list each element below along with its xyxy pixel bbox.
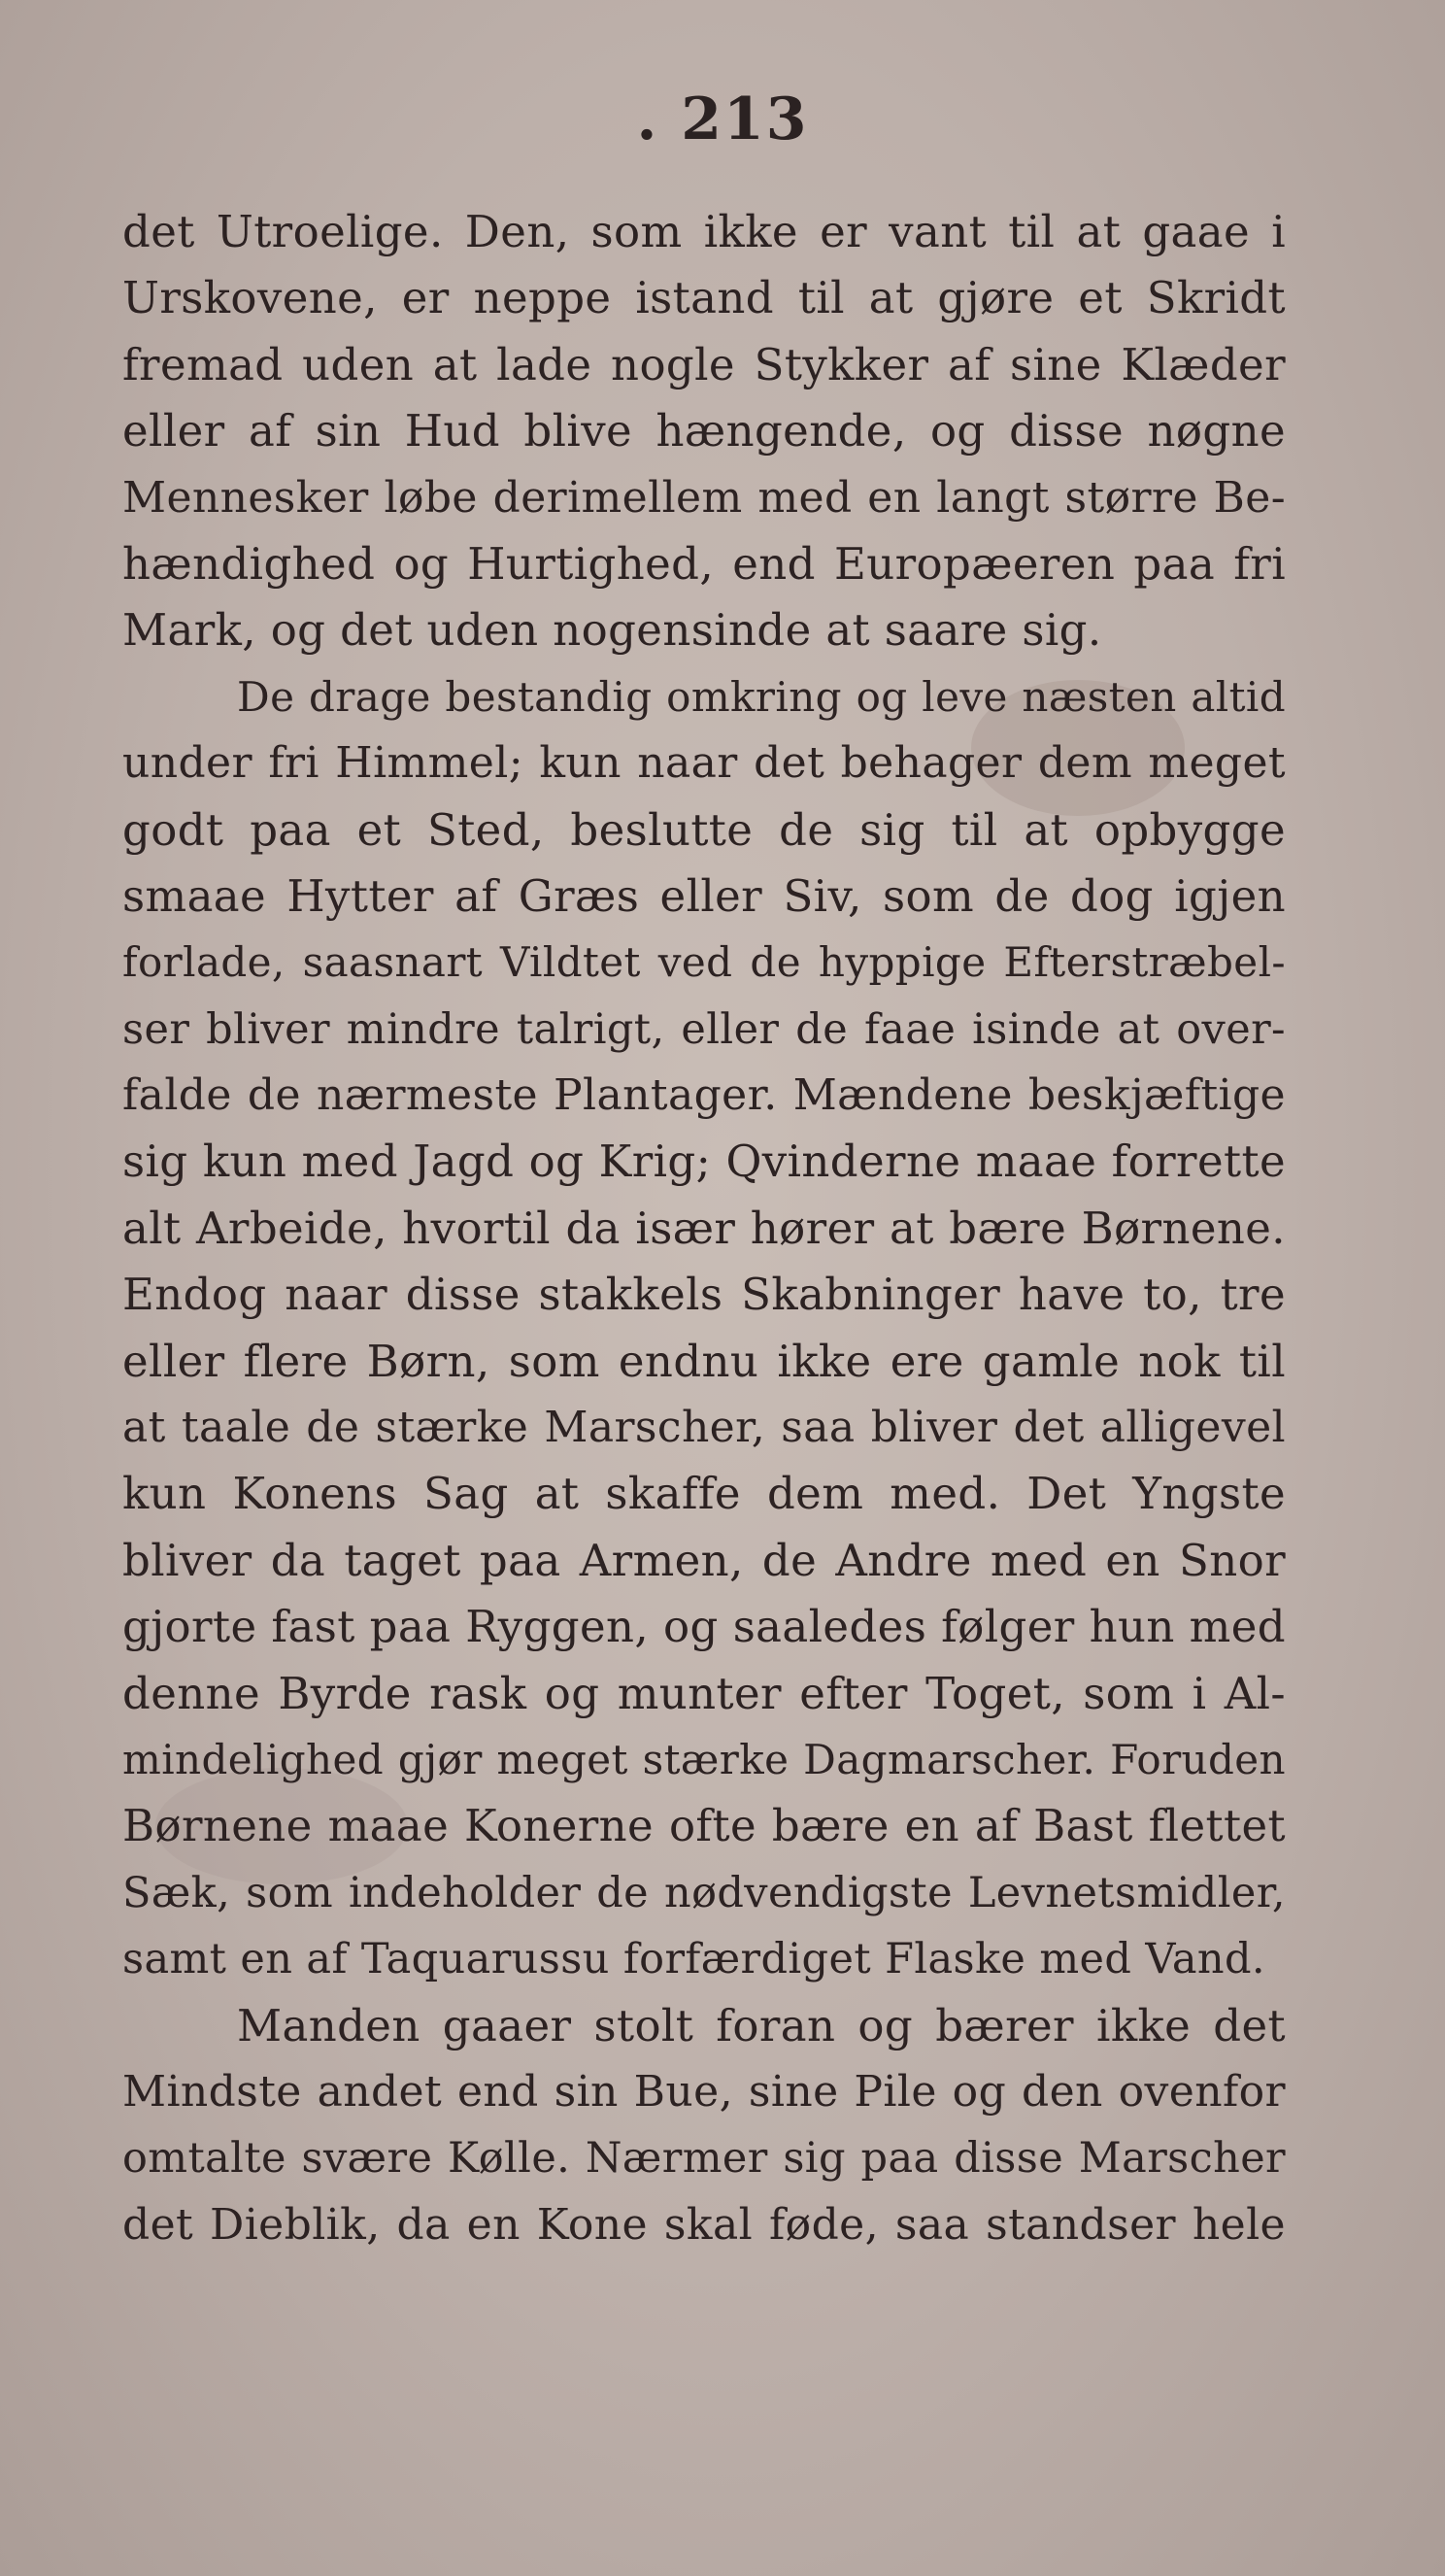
text-line: Børnene maae Konerne ofte bære en af Bast flettet xyxy=(122,1800,1286,1852)
page-number: . 213 xyxy=(636,85,809,153)
text-line: gjorte fast paa Ryggen, og saaledes følger hun med xyxy=(122,1601,1286,1653)
text-line: at taale de stærke Marscher, saa bliver det alligevel xyxy=(122,1403,1286,1453)
text-line: forlade, saasnart Vildtet ved de hyppige Efterstræbel- xyxy=(122,938,1286,987)
text-line: godt paa et Sted, beslutte de sig til at opbygge xyxy=(122,803,1286,856)
text-line: Sæk, som indeholder de nødvendigste Levnetsmidler, xyxy=(122,1868,1286,1917)
text-line: Manden gaaer stolt foran og bærer ikke det xyxy=(237,1999,1286,2051)
body-text xyxy=(122,199,1286,2258)
text-line: Endog naar disse stakkels Skabninger have to, tre xyxy=(122,1269,1286,1321)
text-line: Mark, og det uden nogensinde at saare sig. xyxy=(122,604,1102,657)
text-line: mindelighed gjør meget stærke Dagmarscher. Foruden xyxy=(122,1735,1286,1783)
text-line: det Utroelige. Den, som ikke er vant til at gaae i xyxy=(122,206,1286,257)
text-line: eller af sin Hud blive hængende, og disse nøgne xyxy=(122,405,1286,458)
text-line: denne Byrde rask og munter efter Toget, som i Al- xyxy=(122,1667,1286,1719)
text-line: omtalte svære Kølle. Nærmer sig paa disse Marscher xyxy=(122,2134,1286,2184)
text-line: under fri Himmel; kun naar det behager dem meget xyxy=(122,738,1286,789)
text-line: Urskovene, er neppe istand til at gjøre et Skridt xyxy=(122,272,1286,324)
text-line: falde de nærmeste Plantager. Mændene beskjæftige xyxy=(122,1070,1286,1121)
text-line: fremad uden at lade nogle Stykker af sine Klæder xyxy=(122,338,1286,390)
text-line: hændighed og Hurtighed, end Europæeren paa fri xyxy=(122,537,1286,590)
text-line: Mindste andet end sin Bue, sine Pile og den ovenfor xyxy=(122,2066,1286,2117)
text-line: De drage bestandig omkring og leve næsten altid xyxy=(237,672,1286,721)
text-line: sig kun med Jagd og Krig; Qvinderne maae forrette xyxy=(122,1135,1286,1188)
text-line: alt Arbeide, hvortil da især hører at bære Børnene. xyxy=(122,1202,1286,1254)
text-line: ser bliver mindre talrigt, eller de faae isinde at over- xyxy=(122,1004,1286,1054)
text-line: bliver da taget paa Armen, de Andre med en Snor xyxy=(122,1534,1286,1586)
text-line: Mennesker løbe derimellem med en langt større Be- xyxy=(122,472,1286,523)
text-line: smaae Hytter af Græs eller Siv, som de dog igjen xyxy=(122,869,1286,922)
text-line: samt en af Taquarussu forfærdiget Flaske med Vand. xyxy=(122,1935,1265,1984)
text-line: det Dieblik, da en Kone skal føde, saa standser hele xyxy=(122,2199,1286,2250)
text-line: eller flere Børn, som endnu ikke ere gamle nok til xyxy=(122,1335,1286,1387)
text-line: kun Konens Sag at skaffe dem med. Det Yngste xyxy=(122,1468,1286,1520)
